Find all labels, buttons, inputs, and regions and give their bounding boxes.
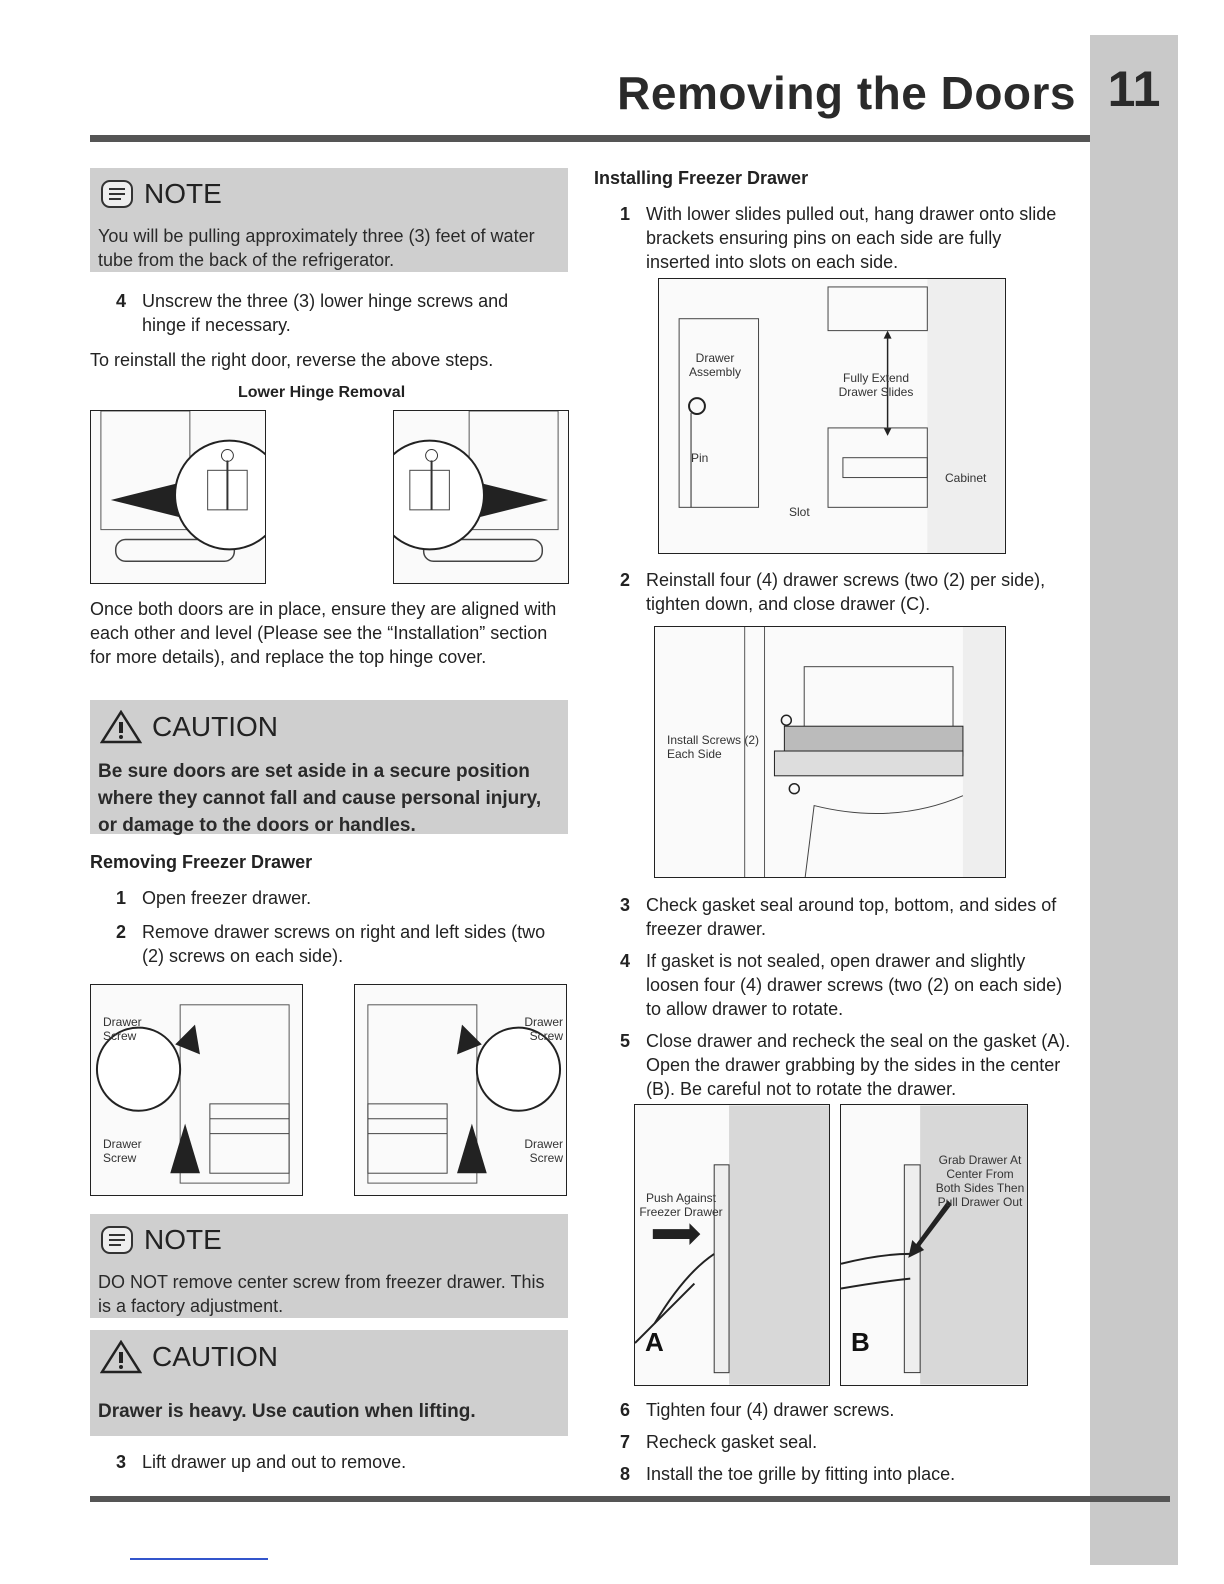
slot-label: Slot: [789, 505, 810, 519]
caution-title-1: CAUTION: [100, 710, 278, 744]
remove-step-1: 1 Open freezer drawer.: [116, 888, 312, 908]
page-title: Removing the Doors: [617, 67, 1076, 119]
hinge-figure-left: [90, 410, 266, 584]
install-step-2: 2 Reinstall four (4) drawer screws (two (2) per side), tighten down, and close drawer (C).: [620, 570, 1046, 614]
remove-step-2: 2 Remove drawer screws on right and left sides (two (2) screws on each side).: [116, 922, 546, 966]
install-figure-b: [840, 1104, 1028, 1386]
step-4-hinge: 4 Unscrew the three (3) lower hinge screws and hinge if necessary.: [116, 291, 509, 335]
caution-title-2: CAUTION: [100, 1340, 278, 1374]
install-step-8: 8 Install the toe grille by fitting into place.: [620, 1464, 956, 1484]
install-step-7: 7 Recheck gasket seal.: [620, 1432, 818, 1452]
note-title-1: NOTE: [100, 178, 222, 210]
remove-step-3: 3 Lift drawer up and out to remove.: [116, 1452, 407, 1472]
pin-label: Pin: [691, 451, 709, 465]
note-title-2: NOTE: [100, 1224, 222, 1256]
note-icon: [100, 179, 134, 209]
warning-icon: [100, 1340, 142, 1374]
install-figure-1: [658, 278, 1006, 554]
drawer-screw-label-bottom-left: Drawer Screw: [103, 1137, 142, 1165]
install-step-1: 1 With lower slides pulled out, hang drawer onto slide brackets ensuring pins on each side are fully inserted into slots on each side.: [620, 204, 1057, 272]
caution-callout-1: [90, 700, 568, 834]
drawer-assembly-label: Drawer Assembly: [688, 351, 741, 379]
drawer-screw-label-bottom-right: Drawer Screw: [524, 1137, 563, 1165]
hinge-figure-caption: Lower Hinge Removal: [238, 384, 406, 401]
grab-drawer-label: Grab Drawer At Center From Both Sides Then Pull Drawer Out: [935, 1153, 1025, 1209]
drawer-screw-label-top-right: Drawer Screw: [524, 1015, 563, 1043]
install-figure-2: [654, 626, 1006, 878]
note-callout-1: [90, 168, 568, 272]
reinstall-text: To reinstall the right door, reverse the above steps.: [90, 350, 494, 370]
install-step-6: 6 Tighten four (4) drawer screws.: [620, 1400, 895, 1420]
installing-freezer-heading: Installing Freezer Drawer: [594, 168, 809, 188]
install-step-3: 3 Check gasket seal around top, bottom, and sides of freezer drawer.: [620, 895, 1057, 939]
drawer-removal-figure-right: [354, 984, 567, 1196]
figure-b-letter: B: [851, 1327, 870, 1357]
cabinet-label: Cabinet: [945, 471, 987, 485]
hinge-figure-right: [393, 410, 569, 584]
header-rule: [90, 135, 1090, 142]
removing-freezer-heading: Removing Freezer Drawer: [90, 852, 313, 872]
note-text-1: You will be pulling approximately three (3) feet of water tube from the back of the refrigerator.: [98, 226, 535, 270]
footer-rule: [90, 1496, 1170, 1502]
note-icon: [100, 1225, 134, 1255]
doors-aligned-text: Once both doors are in place, ensure they are aligned with each other and level (Please see the “Installation” section for more details), and replace the top hinge cover.: [90, 599, 557, 667]
warning-icon: [100, 710, 142, 744]
page-number: 11: [1107, 61, 1161, 117]
install-screws-label: Install Screws (2) Each Side: [667, 733, 760, 761]
caution-text-1: Be sure doors are set aside in a secure position where they cannot fall and cause personal injury, or damage to the doors or handles.: [98, 761, 542, 836]
push-against-label: Push Against Freezer Drawer: [639, 1191, 723, 1219]
install-step-5: 5 Close drawer and recheck the seal on the gasket (A). Open the drawer grabbing by the sides in the center (B). Be careful not to rotate the drawer.: [620, 1031, 1071, 1099]
note-callout-2: [90, 1214, 568, 1318]
drawer-removal-figure-left: [90, 984, 303, 1196]
side-tab: [1090, 35, 1178, 1565]
note-text-2: DO NOT remove center screw from freezer drawer. This is a factory adjustment.: [98, 1272, 545, 1316]
drawer-screw-label-top-left: Drawer Screw: [103, 1015, 142, 1043]
fully-extend-label: Fully Extend Drawer Slides: [838, 371, 914, 399]
caution-text-2: Drawer is heavy. Use caution when lifting.: [98, 1401, 476, 1422]
install-step-4: 4 If gasket is not sealed, open drawer and slightly loosen four (4) drawer screws (two (2) on each side) to allow drawer to rotate.: [620, 951, 1063, 1019]
install-figure-a: [634, 1104, 830, 1386]
footer-link-line: [130, 1558, 268, 1560]
caution-callout-2: [90, 1330, 568, 1436]
figure-a-letter: A: [645, 1327, 664, 1357]
